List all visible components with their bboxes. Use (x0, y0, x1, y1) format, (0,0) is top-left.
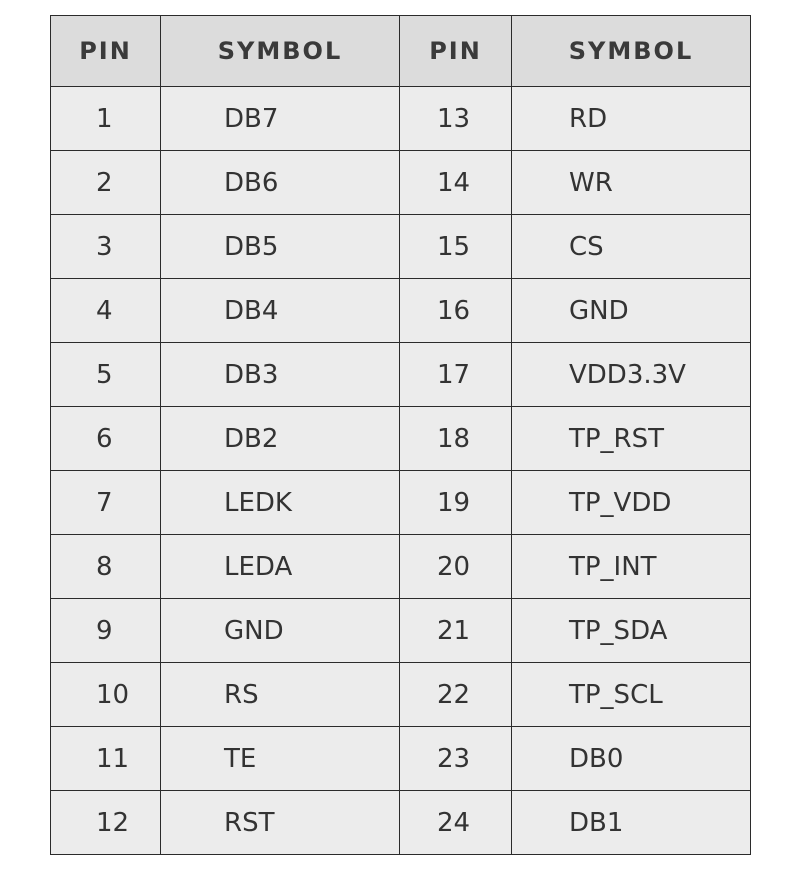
table-row (51, 663, 751, 727)
pin-number-right: 22 (400, 663, 512, 727)
table-row (51, 215, 751, 279)
pin-number-right: 17 (400, 343, 512, 407)
pin-number-left: 2 (51, 151, 161, 215)
pin-symbol-right: DB0 (512, 727, 751, 791)
table-row (51, 343, 751, 407)
pin-number-right: 16 (400, 279, 512, 343)
pin-symbol-right: GND (512, 279, 751, 343)
pin-number-left: 7 (51, 471, 161, 535)
pin-number-right: 15 (400, 215, 512, 279)
pin-symbol-right: VDD3.3V (512, 343, 751, 407)
pin-symbol-left: RS (161, 663, 400, 727)
pin-symbol-left: TE (161, 727, 400, 791)
table-row (51, 727, 751, 791)
pin-symbol-left: DB5 (161, 215, 400, 279)
pin-number-left: 5 (51, 343, 161, 407)
table-row (51, 151, 751, 215)
pin-symbol-left: DB6 (161, 151, 400, 215)
pin-number-right: 13 (400, 87, 512, 151)
pin-number-left: 6 (51, 407, 161, 471)
pin-number-right: 21 (400, 599, 512, 663)
header-symbol-left: SYMBOL (161, 16, 400, 87)
pin-symbol-left: DB4 (161, 279, 400, 343)
pin-symbol-right: TP_RST (512, 407, 751, 471)
table-header (51, 16, 751, 87)
pin-symbol-right: TP_SDA (512, 599, 751, 663)
pin-symbol-right: RD (512, 87, 751, 151)
header-symbol-right: SYMBOL (512, 16, 751, 87)
table-row (51, 279, 751, 343)
pin-symbol-right: TP_INT (512, 535, 751, 599)
pin-symbol-left: DB3 (161, 343, 400, 407)
pin-symbol-left: GND (161, 599, 400, 663)
pin-symbol-left: DB2 (161, 407, 400, 471)
pin-number-right: 18 (400, 407, 512, 471)
pin-number-left: 12 (51, 791, 161, 855)
pin-number-right: 24 (400, 791, 512, 855)
pin-number-right: 23 (400, 727, 512, 791)
table-row (51, 471, 751, 535)
pin-number-left: 4 (51, 279, 161, 343)
pin-number-right: 19 (400, 471, 512, 535)
header-pin-left: PIN (51, 16, 161, 87)
pin-symbol-left: RST (161, 791, 400, 855)
pin-number-right: 14 (400, 151, 512, 215)
table-body (51, 87, 751, 855)
header-row (51, 16, 751, 87)
pin-assignment-table (50, 15, 751, 855)
pin-symbol-left: LEDK (161, 471, 400, 535)
pin-symbol-left: LEDA (161, 535, 400, 599)
pin-symbol-right: TP_SCL (512, 663, 751, 727)
table-row (51, 791, 751, 855)
pin-number-left: 9 (51, 599, 161, 663)
pin-symbol-right: DB1 (512, 791, 751, 855)
pin-number-left: 1 (51, 87, 161, 151)
table-row (51, 87, 751, 151)
table-row (51, 535, 751, 599)
pin-number-left: 11 (51, 727, 161, 791)
pin-number-right: 20 (400, 535, 512, 599)
pin-number-left: 8 (51, 535, 161, 599)
pin-symbol-right: WR (512, 151, 751, 215)
pin-symbol-right: CS (512, 215, 751, 279)
table-row (51, 599, 751, 663)
table-row (51, 407, 751, 471)
pin-symbol-right: TP_VDD (512, 471, 751, 535)
header-pin-right: PIN (400, 16, 512, 87)
pin-symbol-left: DB7 (161, 87, 400, 151)
pin-number-left: 10 (51, 663, 161, 727)
pin-number-left: 3 (51, 215, 161, 279)
